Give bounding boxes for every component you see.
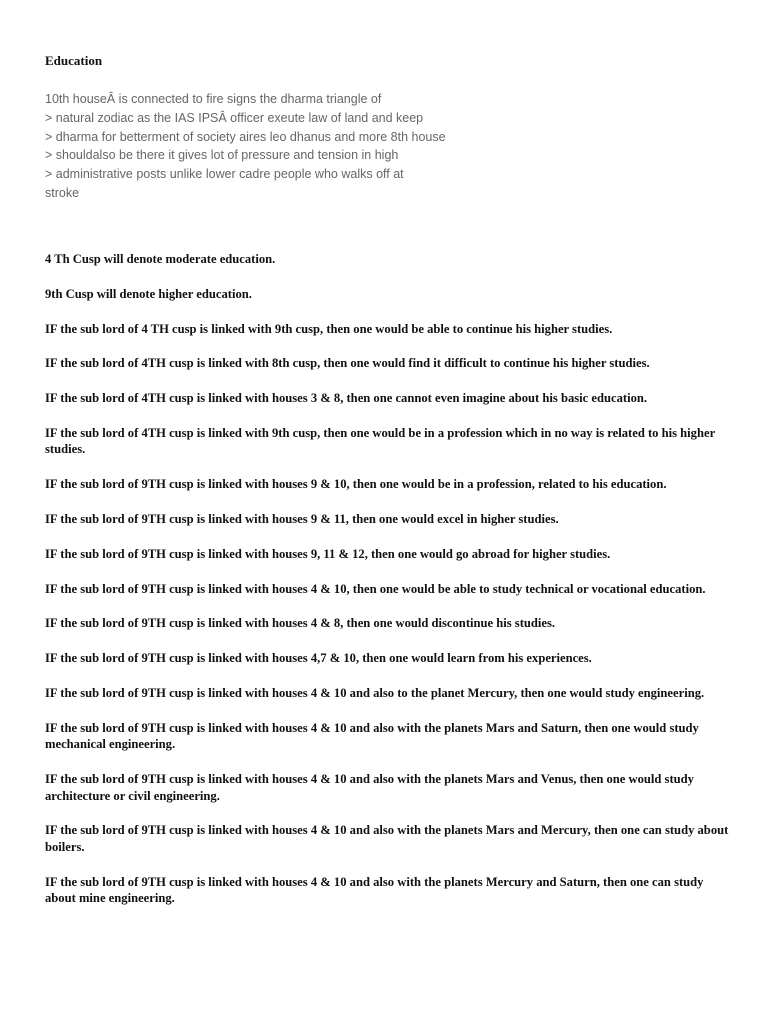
rule-paragraph: IF the sub lord of 9TH cusp is linked with houses 9, 11 & 12, then one would go abroad for higher studies. bbox=[45, 546, 611, 561]
rule-paragraph: IF the sub lord of 9TH cusp is linked with houses 9 & 11, then one would excel in higher studies. bbox=[45, 512, 559, 527]
rule-paragraph: IF the sub lord of 4TH cusp is linked with houses 3 & 8, then one cannot even imagine about his basic education. bbox=[45, 391, 648, 406]
rule-paragraph: 4 Th Cusp will denote moderate education. bbox=[45, 252, 276, 266]
rule-paragraph: IF the sub lord of 9TH cusp is linked with houses 9 & 10, then one would be in a profession, related to his education. bbox=[45, 477, 667, 492]
quote-line: stroke bbox=[45, 185, 80, 200]
quote-line: > natural zodiac as the IAS IPSÂ officer exeute law of land and keep bbox=[45, 110, 424, 125]
rule-paragraph: IF the sub lord of 9TH cusp is linked with houses 4 & 10, then one would be able to study technical or vocational education. bbox=[45, 581, 706, 596]
quote-line: > administrative posts unlike lower cadre people who walks off at bbox=[45, 167, 404, 182]
rule-paragraph: IF the sub lord of 4TH cusp is linked with 8th cusp, then one would find it difficult to continue his higher studies. bbox=[45, 356, 650, 371]
rule-paragraph: IF the sub lord of 4TH cusp is linked with 9th cusp, then one would be in a profession which in no way is related to his higher studies. bbox=[45, 425, 715, 457]
section-title: Education bbox=[45, 53, 103, 68]
rule-paragraph: IF the sub lord of 9TH cusp is linked with houses 4 & 8, then one would discontinue his studies. bbox=[45, 616, 556, 631]
rule-paragraph: IF the sub lord of 9TH cusp is linked with houses 4 & 10 and also with the planets Mars and Venus, then one would study architecture or civil engineering. bbox=[45, 772, 694, 803]
rule-paragraph: IF the sub lord of 9TH cusp is linked with houses 4 & 10 and also with the planets Mercury and Saturn, then one can study about mine engineering. bbox=[45, 874, 704, 906]
rule-paragraph: 9th Cusp will denote higher education. bbox=[45, 286, 252, 301]
rule-paragraph: IF the sub lord of 9TH cusp is linked with houses 4,7 & 10, then one would learn from his experiences. bbox=[45, 651, 592, 666]
quote-line: > shouldalso be there it gives lot of pressure and tension in high bbox=[45, 148, 399, 163]
quote-line: > dharma for betterment of society aires leo dhanus and more 8th house bbox=[45, 129, 446, 144]
rule-paragraph: IF the sub lord of 9TH cusp is linked with houses 4 & 10 and also with the planets Mars and Mercury, then one can study about boilers. bbox=[45, 823, 729, 854]
quote-line: 10th houseÂ is connected to fire signs the dharma triangle of bbox=[45, 92, 382, 106]
rules-list bbox=[45, 251, 735, 925]
quoted-text bbox=[45, 90, 485, 203]
rule-paragraph: IF the sub lord of 4 TH cusp is linked with 9th cusp, then one would be able to continue his higher studies. bbox=[45, 321, 613, 336]
rule-paragraph: IF the sub lord of 9TH cusp is linked with houses 4 & 10 and also to the planet Mercury, then one would study engineering. bbox=[45, 686, 705, 701]
rule-paragraph: IF the sub lord of 9TH cusp is linked with houses 4 & 10 and also with the planets Mars and Saturn, then one would study mechanical engineering. bbox=[45, 720, 699, 752]
